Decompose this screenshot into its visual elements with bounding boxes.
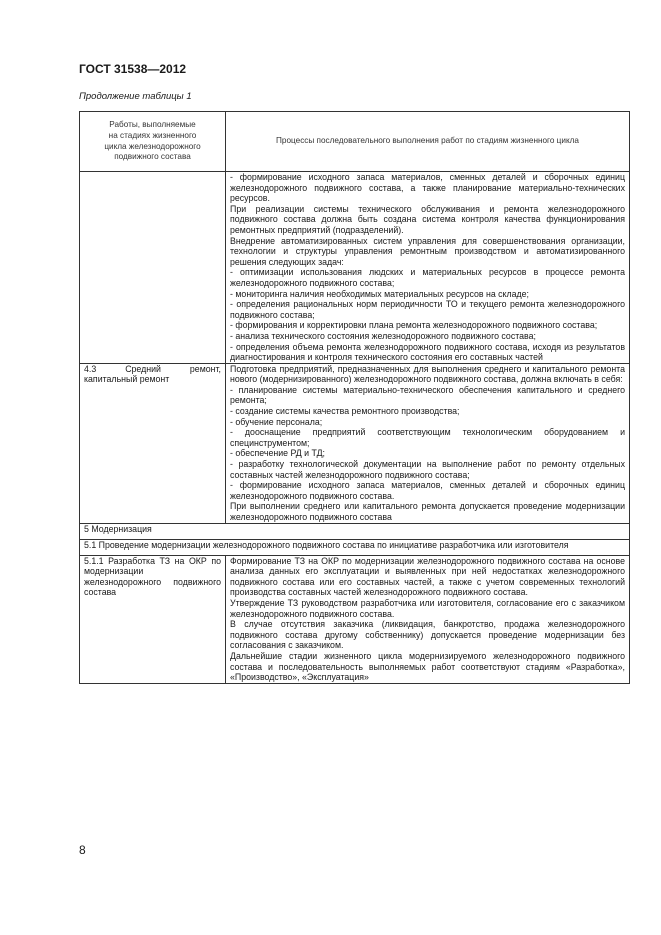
col1-header-line: Работы, выполняемые bbox=[109, 119, 196, 129]
lifecycle-table bbox=[79, 111, 630, 684]
process-line: При выполнении среднего или капитального ремонта допускается проведение модернизации железнодорожного подвижного состава bbox=[230, 501, 625, 522]
col1-header-line: цикла железнодорожного bbox=[104, 141, 201, 151]
process-line: - определения объема ремонта железнодорожного подвижного состава, исходя из результатов диагностирования и контроля технического состояния его составных частей bbox=[230, 341, 625, 363]
stage-cell: 5.1.1 Разработка ТЗ на ОКР по модернизации железнодорожного подвижного состава bbox=[80, 555, 226, 683]
table-row bbox=[80, 555, 630, 683]
process-line: - обеспечение РД и ТД; bbox=[230, 448, 325, 459]
process-line: - разработку технологической документации на выполнение работ по ремонту отдельных составных частей железнодорожного подвижного состава; bbox=[230, 459, 625, 480]
standard-designation: ГОСТ 31538—2012 bbox=[79, 62, 187, 76]
subsection-heading-cell: 5.1 Проведение модернизации железнодорожного подвижного состава по инициативе разработчика или изготовителя bbox=[80, 539, 630, 555]
col1-header-line: подвижного состава bbox=[114, 152, 191, 162]
stage-cell-empty bbox=[80, 172, 226, 364]
process-line: - формирования и корректировки плана ремонта железнодорожного подвижного состава; bbox=[230, 320, 598, 331]
process-line: - оптимизации использования людских и материальных ресурсов в процессе ремонта железнодорожного подвижного состава; bbox=[230, 267, 625, 288]
process-line: Утверждение ТЗ руководством разработчика или изготовителя, согласование его с заказчиком железнодорожного подвижного состава. bbox=[230, 597, 625, 619]
col2-header: Процессы последовательного выполнения работ по стадиям жизненного цикла bbox=[226, 112, 630, 172]
process-line: Формирование ТЗ на ОКР по модернизации железнодорожного подвижного состава на основе анализа данных его эксплуатации и выявленных при ней недостатках железнодорожного подвижного состава или его составных частей, а также с учетом современных технологий производства составных частей железнодорожного подвижного состава. bbox=[230, 555, 625, 598]
table-row bbox=[80, 363, 630, 523]
process-cell bbox=[226, 363, 630, 523]
process-line: Дальнейшие стадии жизненного цикла модернизируемого железнодорожного подвижного состава и последовательность выполняемых работ соответствуют стадиям «Разработка», «Производство», «Эксплуатация» bbox=[230, 650, 625, 683]
process-line: - обучение персонала; bbox=[230, 416, 323, 427]
process-line: - мониторинга наличия необходимых материальных ресурсов на складе; bbox=[230, 288, 529, 299]
table-row bbox=[80, 172, 630, 364]
table-header-row bbox=[80, 112, 630, 172]
process-line: - создание системы качества ремонтного производства; bbox=[230, 406, 460, 417]
col1-header bbox=[80, 112, 226, 172]
process-line: - планирование системы материально-технического обеспечения капитального и среднего ремонта; bbox=[230, 384, 625, 406]
process-line: - формирование исходного запаса материалов, сменных деталей и сборочных единиц железнодорожного подвижного состава. bbox=[230, 480, 625, 501]
table-row bbox=[80, 539, 630, 555]
table-continuation-caption: Продолжение таблицы 1 bbox=[79, 91, 192, 102]
process-line: При реализации системы технического обслуживания и ремонта железнодорожного подвижного состава должна быть создана система контроля качества функционирования ремонтных предприятий (подразделений). bbox=[230, 203, 625, 235]
process-cell bbox=[226, 555, 630, 683]
process-line: Подготовка предприятий, предназначенных для выполнения среднего и капитального ремонта нового (модернизированного) железнодорожного подвижного состава, должна включать в себя: bbox=[230, 363, 625, 385]
process-line: - определения рациональных норм периодичности ТО и текущего ремонта железнодорожного подвижного состава; bbox=[230, 299, 625, 320]
table-row bbox=[80, 523, 630, 539]
process-line: - анализа технического состояния железнодорожного подвижного состава; bbox=[230, 330, 536, 341]
process-line: В случае отсутствия заказчика (ликвидация, банкротство, продажа железнодорожного подвижного состава другому собственнику) допускается проведение модернизации без согласования с заказчиком. bbox=[230, 619, 625, 651]
process-line: Внедрение автоматизированных систем управления для совершенствования организации, технологии и структуры управления ремонтным производством и автоматизированного решения следующих задач: bbox=[230, 235, 625, 267]
page-number: 8 bbox=[79, 843, 86, 857]
col1-header-line: на стадиях жизненного bbox=[108, 130, 197, 140]
process-line: - дооснащение предприятий соответствующим технологическим оборудованием и специнструментом; bbox=[230, 427, 625, 448]
stage-cell: 4.3 Средний ремонт, капитальный ремонт bbox=[80, 363, 226, 523]
process-cell bbox=[226, 172, 630, 364]
section-heading-cell: 5 Модернизация bbox=[80, 523, 630, 539]
process-line: - формирование исходного запаса материалов, сменных деталей и сборочных единиц железнодорожного подвижного состава, а также планирование материально-технических ресурсов. bbox=[230, 172, 625, 204]
